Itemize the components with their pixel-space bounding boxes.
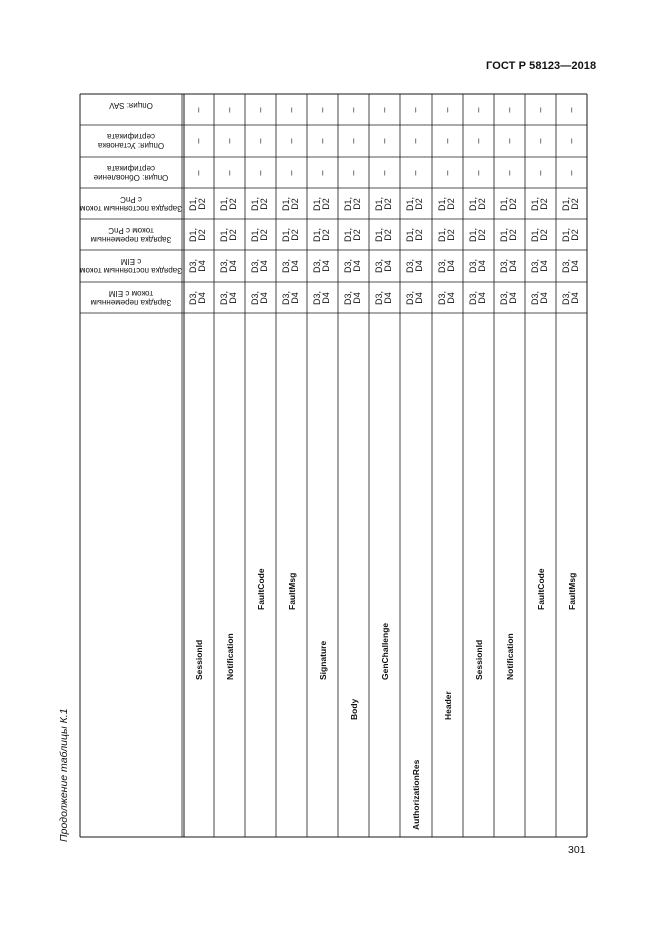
table-cell: D3, D4 — [373, 290, 393, 305]
table-cell: D3, D4 — [342, 290, 362, 305]
table-cell: D1, D2 — [188, 227, 207, 242]
table-cell: D3, D4 — [498, 259, 518, 274]
table-cell: D1, D2 — [436, 196, 456, 211]
column-header: Зарядка переменным током с PnC — [90, 225, 172, 244]
document-header: ГОСТ Р 58123—2018 — [486, 60, 597, 72]
table-cell: D1, D2 — [280, 227, 300, 242]
table-cell: – — [534, 170, 545, 176]
table-cell: D1, D2 — [436, 227, 456, 242]
table-cell: D3, D4 — [529, 259, 549, 274]
table-cell: – — [316, 138, 327, 144]
table-cell: – — [472, 138, 483, 144]
table-cell: – — [503, 107, 514, 113]
table-cell: D1, D2 — [249, 196, 269, 211]
table-cell: D1, D2 — [218, 196, 238, 211]
table-cell: – — [378, 107, 389, 113]
table-cell: D1, D2 — [467, 227, 487, 242]
table-cell: D1, D2 — [311, 196, 331, 211]
table-cell: – — [316, 107, 327, 113]
table-cell: – — [410, 107, 420, 113]
table-cell: D1, D2 — [498, 227, 518, 242]
element-name: FaultMsg — [566, 572, 577, 610]
table-cell: D3, D4 — [188, 259, 207, 274]
table-cell: D1, D2 — [467, 196, 487, 211]
table-cell: – — [285, 170, 296, 176]
table-cell: D1, D2 — [373, 227, 393, 242]
column-header: Зарядка постоянным током с PnC — [80, 194, 182, 213]
table-cell: D3, D4 — [467, 259, 487, 274]
table-cell: – — [254, 170, 265, 176]
table-cell: D3, D4 — [311, 259, 331, 274]
table-cell: – — [503, 170, 514, 176]
table-cell: – — [254, 107, 265, 113]
table-cell: – — [565, 138, 576, 144]
table-cell: – — [565, 107, 576, 113]
table-cell: D1, D2 — [560, 196, 580, 211]
table-cell: D3, D4 — [280, 259, 300, 274]
table-cell: – — [441, 170, 452, 176]
element-name: Notification — [504, 633, 515, 680]
table-cell: D1, D2 — [405, 196, 424, 211]
table-cell: – — [347, 107, 358, 113]
table-cell: D3, D4 — [249, 290, 269, 305]
table-cell: D1, D2 — [560, 227, 580, 242]
table-cell: – — [223, 107, 234, 113]
table-cell: – — [378, 170, 389, 176]
table-cell: – — [503, 138, 514, 144]
table-cell: – — [410, 170, 420, 176]
table-cell: – — [347, 138, 358, 144]
table-cell: D1, D2 — [529, 227, 549, 242]
element-name: AuthorizationRes — [411, 759, 421, 830]
table-cell: – — [193, 170, 203, 176]
table-cell: D1, D2 — [342, 227, 362, 242]
table-cell: D1, D2 — [311, 227, 331, 242]
column-header: Зарядка постоянным током с EIM — [80, 257, 182, 275]
column-header: Зарядка переменным током с EIM — [90, 288, 172, 307]
table-cell: – — [254, 138, 265, 144]
table-cell: D3, D4 — [467, 290, 487, 305]
table-cell: D1, D2 — [249, 227, 269, 242]
element-name: GenChallenge — [379, 622, 390, 680]
table-cell: – — [472, 107, 483, 113]
table-cell: D1, D2 — [280, 196, 300, 211]
element-name: Body — [348, 698, 359, 720]
table-cell: D3, D4 — [373, 259, 393, 274]
table-cell: D3, D4 — [560, 259, 580, 274]
table-cell: – — [410, 138, 420, 144]
table-cell: D3, D4 — [218, 259, 238, 274]
table-cell: D3, D4 — [280, 290, 300, 305]
table-cell: – — [316, 170, 327, 176]
table-cell: D1, D2 — [529, 196, 549, 211]
element-name: Notification — [224, 633, 235, 680]
element-name: SessionId — [194, 639, 204, 680]
table-cell: – — [285, 138, 296, 144]
table-cell: D1, D2 — [405, 227, 424, 242]
column-header: Опция: Установка сертификата — [97, 132, 165, 150]
table-cell: D3, D4 — [405, 259, 424, 274]
table-cell: D3, D4 — [560, 290, 580, 305]
table-cell: – — [193, 107, 203, 113]
table-cell: – — [472, 170, 483, 176]
table-cell: – — [441, 107, 452, 113]
page-number: 301 — [568, 844, 586, 856]
table-cell: – — [378, 138, 389, 144]
table-cell: D3, D4 — [436, 290, 456, 305]
table-cell: – — [285, 107, 296, 113]
table-cell: D3, D4 — [188, 290, 207, 305]
table-cell: – — [534, 138, 545, 144]
element-name: Header — [442, 691, 453, 720]
table-cell: D1, D2 — [188, 196, 207, 211]
table-cell: D1, D2 — [218, 227, 238, 242]
element-name: FaultMsg — [286, 572, 297, 610]
table-cell: – — [223, 170, 234, 176]
table-cell: D3, D4 — [342, 259, 362, 274]
table-cell: – — [223, 138, 234, 144]
element-name: SessionId — [473, 639, 484, 680]
table-cell: D3, D4 — [249, 259, 269, 274]
table-cell: – — [534, 107, 545, 113]
table-cell: D3, D4 — [311, 290, 331, 305]
table-cell: D3, D4 — [498, 290, 518, 305]
element-name: Signature — [317, 640, 328, 680]
table-cell: D3, D4 — [529, 290, 549, 305]
column-header: Опция: SAV — [109, 100, 153, 110]
table-cell: – — [441, 138, 452, 144]
table-cell: D1, D2 — [498, 196, 518, 211]
continuation-note: Продолжение таблицы К.1 — [58, 708, 70, 842]
table-cell: D1, D2 — [342, 196, 362, 211]
table-cell: D3, D4 — [218, 290, 238, 305]
table-cell: D3, D4 — [436, 259, 456, 274]
table-cell: D3, D4 — [405, 290, 424, 305]
table-cell: – — [193, 138, 203, 144]
column-header: Опция: Обновление сертификата — [93, 163, 169, 182]
element-name: FaultCode — [255, 568, 266, 610]
table-cell: – — [347, 170, 358, 176]
table-cell: – — [565, 170, 576, 176]
table-cell: D1, D2 — [373, 196, 393, 211]
element-name: FaultCode — [535, 568, 546, 610]
